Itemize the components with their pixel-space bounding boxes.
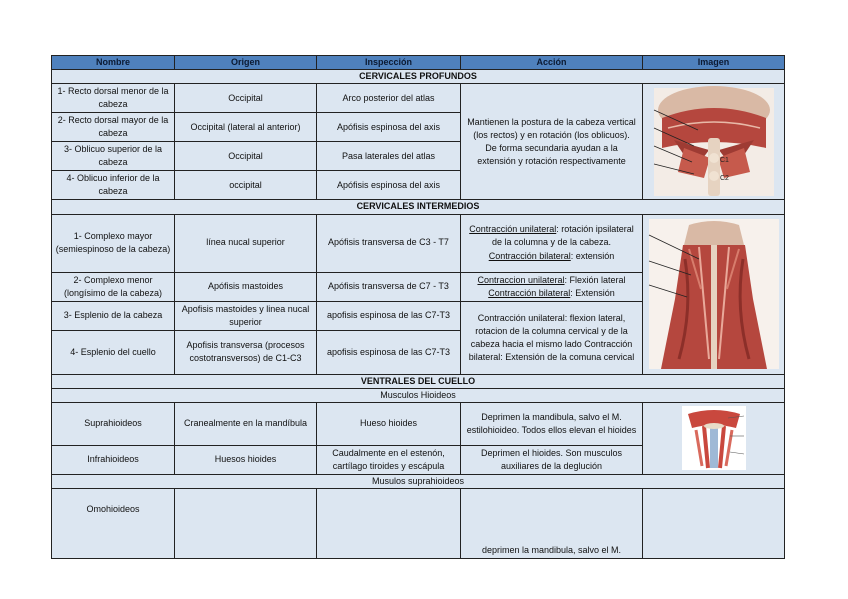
section-title-ventrales: VENTRALES DEL CUELLO xyxy=(52,374,785,388)
header-row xyxy=(52,56,785,70)
c1-label: C1 xyxy=(719,156,729,164)
intermediate-cervical-muscles-image xyxy=(649,219,779,369)
cell-nombre: 3- Oblicuo superior de la cabeza xyxy=(52,142,175,171)
cell-insercion: Hueso hioides xyxy=(317,402,461,445)
cell-origen: Cranealmente en la mandíbula xyxy=(175,402,317,445)
cell-accion: Deprimen la mandibula, salvo el M. estilohioideo. Todos ellos elevan el hioides xyxy=(461,402,643,445)
cell-accion: deprimen la mandibula, salvo el M. xyxy=(461,488,643,558)
cell-nombre: 4- Oblicuo inferior de la cabeza xyxy=(52,171,175,200)
accion-text: : Flexión lateral xyxy=(564,274,626,285)
subsection-title-hioideos: Musculos Hioideos xyxy=(52,388,785,402)
cell-origen: occipital xyxy=(175,171,317,200)
image-cell-profundos xyxy=(643,84,785,200)
cell-nombre: 2- Complexo menor (longísimo de la cabeza) xyxy=(52,272,175,301)
cell-origen: Occipital xyxy=(175,142,317,171)
header-insercion: Inspección xyxy=(317,56,461,70)
accion-label-unilateral: Contracción unilateral xyxy=(469,224,557,235)
cell-imagen xyxy=(643,488,785,558)
cell-insercion: Apófisis espinosa del axis xyxy=(317,171,461,200)
cell-accion xyxy=(461,214,643,272)
cell-insercion: apofisis espinosa de las C7-T3 xyxy=(317,330,461,374)
image-cell-intermedios xyxy=(643,214,785,374)
cell-nombre: 2- Recto dorsal mayor de la cabeza xyxy=(52,113,175,142)
section-title-profundos: CERVICALES PROFUNDOS xyxy=(52,70,785,84)
muscle-table xyxy=(51,55,785,559)
cell-insercion: Caudalmente en el estenón, cartílago tiroides y escápula xyxy=(317,445,461,474)
section-row-ventrales xyxy=(52,374,785,388)
subsection-row-hioideos xyxy=(52,388,785,402)
table-row xyxy=(52,214,785,272)
cell-origen: Apofisis transversa (procesos costotransversos) de C1-C3 xyxy=(175,330,317,374)
table-row xyxy=(52,84,785,113)
subsection-row-suprahioideos xyxy=(52,474,785,488)
cell-accion-esplenio: Contracción unilateral: flexion lateral, rotacion de la columna cervical y de la cabeza hacia el mismo lado Contracción bilateral: Extensión de la comuna cervical xyxy=(461,301,643,374)
cell-insercion xyxy=(317,488,461,558)
cell-origen: Occipital xyxy=(175,84,317,113)
cell-insercion: Apófisis espinosa del axis xyxy=(317,113,461,142)
cell-origen: Apófisis mastoides xyxy=(175,272,317,301)
accion-text: : rotación ipsilateral de la columna y de la cabeza. xyxy=(491,224,634,248)
header-origen: Origen xyxy=(175,56,317,70)
cell-nombre: Omohioideos xyxy=(52,488,175,558)
hyoid-muscles-image xyxy=(682,406,746,470)
accion-label-bilateral: Contracción bilateral xyxy=(488,287,571,298)
cell-origen: Huesos hioides xyxy=(175,445,317,474)
accion-label-bilateral: Contracción bilateral xyxy=(488,250,571,261)
section-row-profundos xyxy=(52,70,785,84)
cell-nombre: 1- Complexo mayor (semiespinoso de la cabeza) xyxy=(52,214,175,272)
cell-origen xyxy=(175,488,317,558)
suboccipital-muscles-image xyxy=(654,88,774,196)
cell-insercion: Apófisis transversa de C3 - T7 xyxy=(317,214,461,272)
c2-label: C2 xyxy=(719,174,729,182)
accion-text: : extensión xyxy=(570,250,615,261)
header-nombre: Nombre xyxy=(52,56,175,70)
cell-accion-profundos: Mantienen la postura de la cabeza vertical (los rectos) y en rotación (los oblicuos). De forma secundaria ayudan a la extensión y rotación respectivamente xyxy=(461,84,643,200)
cell-insercion: Apófisis transversa de C7 - T3 xyxy=(317,272,461,301)
cell-nombre: 1- Recto dorsal menor de la cabeza xyxy=(52,84,175,113)
accion-label-unilateral: Contraccion unilateral xyxy=(477,274,565,285)
subsection-title-suprahioideos: Musulos suprahioideos xyxy=(52,474,785,488)
cell-nombre: Suprahioideos xyxy=(52,402,175,445)
cell-origen: Occipital (lateral al anterior) xyxy=(175,113,317,142)
table-row xyxy=(52,402,785,445)
cell-nombre: Infrahioideos xyxy=(52,445,175,474)
cell-origen: Apofisis mastoides y linea nucal superior xyxy=(175,301,317,330)
section-row-intermedios xyxy=(52,200,785,214)
image-cell-hioideos xyxy=(643,402,785,474)
header-imagen: Imagen xyxy=(643,56,785,70)
cell-accion: Deprimen el hioides. Son musculos auxiliares de la deglución xyxy=(461,445,643,474)
header-accion: Acción xyxy=(461,56,643,70)
cell-accion xyxy=(461,272,643,301)
cell-nombre: 3- Esplenio de la cabeza xyxy=(52,301,175,330)
cell-nombre: 4- Esplenio del cuello xyxy=(52,330,175,374)
muscle-table-sheet xyxy=(51,55,784,555)
cell-insercion: Arco posterior del atlas xyxy=(317,84,461,113)
cell-insercion: Pasa laterales del atlas xyxy=(317,142,461,171)
accion-text: : Extensión xyxy=(570,287,615,298)
table-row xyxy=(52,488,785,558)
section-title-intermedios: CERVICALES INTERMEDIOS xyxy=(52,200,785,214)
cell-origen: línea nucal superior xyxy=(175,214,317,272)
cell-insercion: apofisis espinosa de las C7-T3 xyxy=(317,301,461,330)
